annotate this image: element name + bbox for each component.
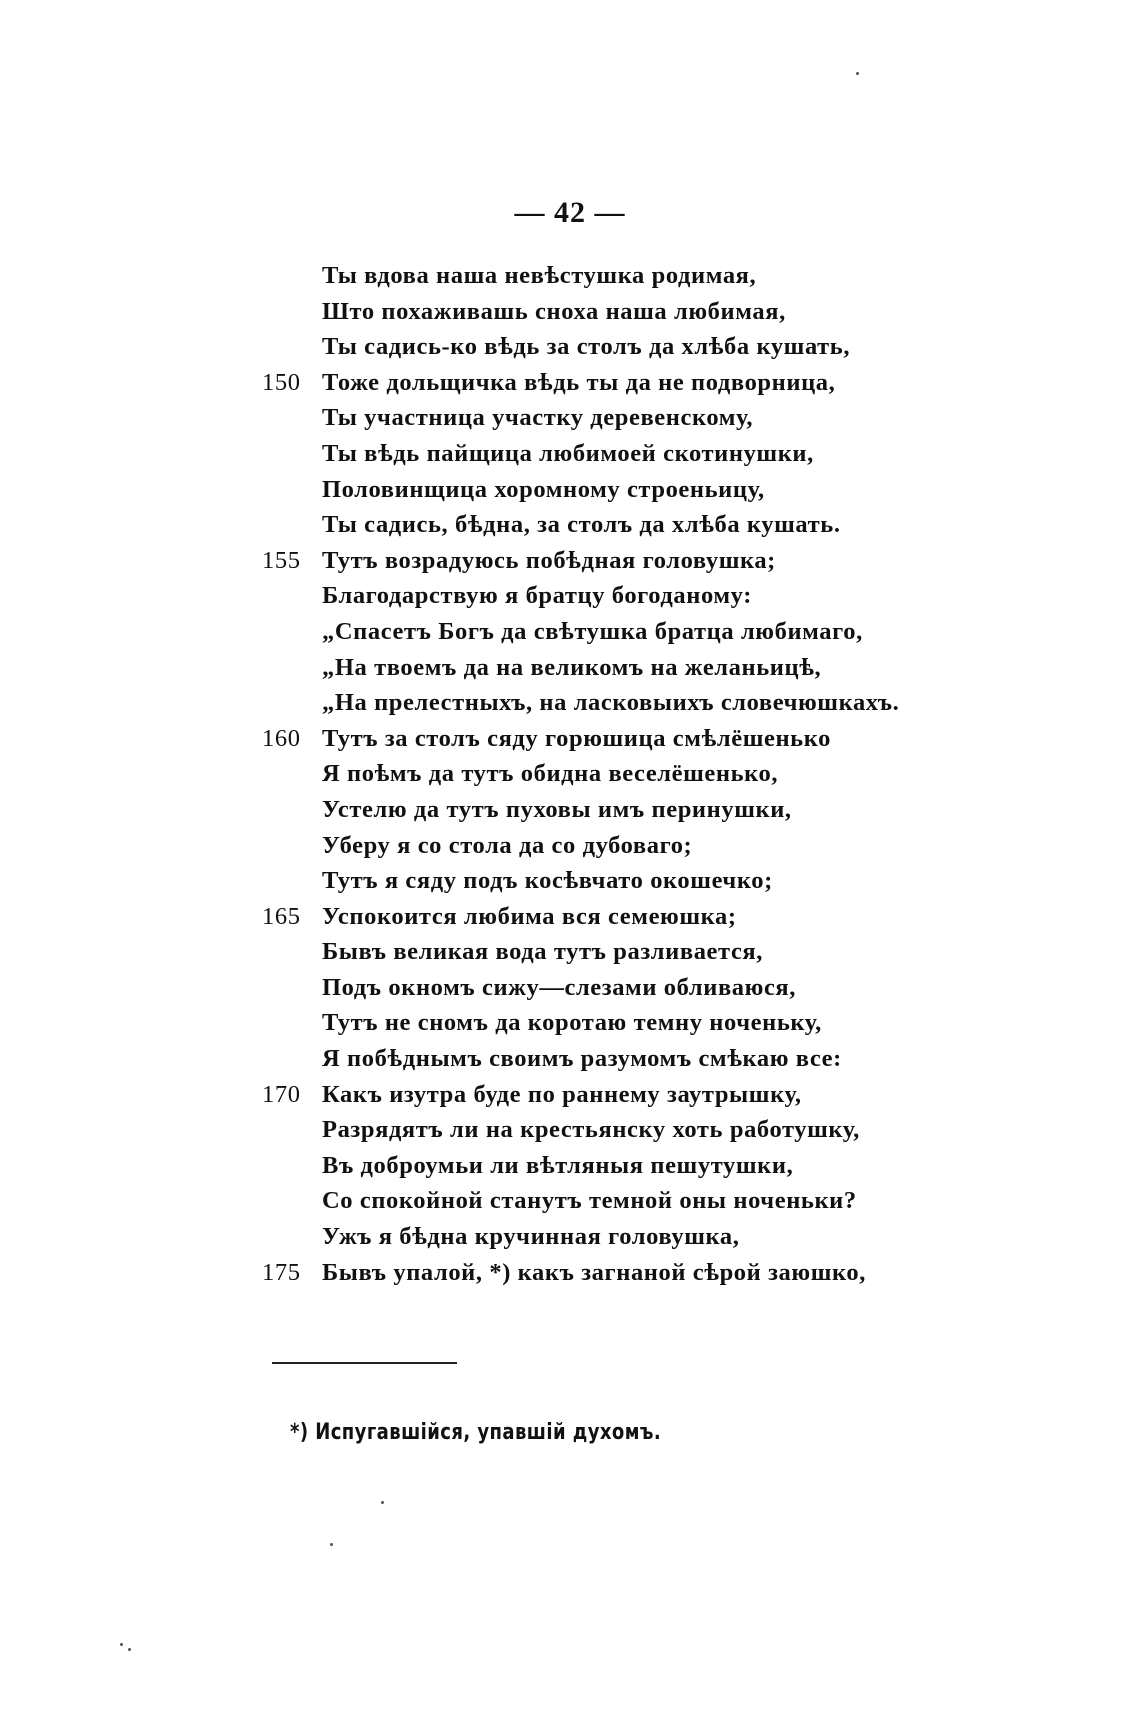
poem-line	[262, 472, 1022, 508]
poem-line	[262, 970, 1022, 1006]
line-text: „Спасетъ Богъ да свѣтушка братца любимаго,	[322, 617, 863, 645]
line-text: Тутъ возрадуюсь побѣдная головушка;	[322, 546, 776, 574]
poem-line	[262, 685, 1022, 721]
poem-line	[262, 721, 1022, 757]
poem-line	[262, 329, 1022, 365]
poem-line	[262, 400, 1022, 436]
line-text: Половинщица хоромному строеньицу,	[322, 475, 765, 503]
line-text: Благодарствую я братцу богоданому:	[322, 582, 752, 610]
line-text: Тоже дольщичка вѣдь ты да не подворница,	[322, 368, 836, 396]
poem-line	[262, 1219, 1022, 1255]
poem-line	[262, 899, 1022, 935]
line-text: Я побѣднымъ своимъ разумомъ смѣкаю все:	[322, 1045, 842, 1073]
poem-line	[262, 365, 1022, 401]
poem-line	[262, 1255, 1022, 1291]
poem-line	[262, 1183, 1022, 1219]
paper-speck	[856, 72, 859, 75]
line-text: Тутъ за столъ сяду горюшица смѣлёшенько	[322, 724, 831, 752]
line-text: Ты вѣдь пайщица любимоей скотинушки,	[322, 439, 814, 467]
line-text: Ты вдова наша невѣстушка родимая,	[322, 262, 757, 289]
line-text: Уберу я со стола да со дубоваго;	[322, 831, 693, 859]
line-text: Тутъ я сяду подъ косѣвчато окошечко;	[322, 867, 773, 895]
poem-line	[262, 1041, 1022, 1077]
line-text: Въ доброумьи ли вѣтляныя пешутушки,	[322, 1151, 794, 1179]
poem-line	[262, 294, 1022, 330]
paper-speck	[330, 1543, 333, 1546]
line-text: Разрядятъ ли на крестьянску хоть работушку,	[322, 1116, 860, 1144]
poem-line	[262, 507, 1022, 543]
poem-line	[262, 792, 1022, 828]
poem-line	[262, 1112, 1022, 1148]
paper-speck	[120, 1643, 123, 1646]
line-text: Успокоится любима вся семеюшка;	[322, 902, 737, 930]
line-text: Устелю да тутъ пуховы имъ перинушки,	[322, 795, 792, 823]
poem-line	[262, 650, 1022, 686]
line-text: Ты участница участку деревенскому,	[322, 404, 754, 432]
line-text: Бывъ великая вода тутъ разливается,	[322, 938, 764, 966]
poem-line	[262, 614, 1022, 650]
paper-speck	[381, 1501, 384, 1504]
footnote: *) Испугавшійся, упавшій духомъ.	[290, 1420, 662, 1445]
line-text: Ты садись, бѣдна, за столъ да хлѣба кушать.	[322, 511, 841, 539]
poem-text	[262, 258, 1022, 1290]
line-text: Тутъ не сномъ да коротаю темну ноченьку,	[322, 1009, 822, 1037]
poem-line	[262, 543, 1022, 579]
line-number: 170	[262, 1080, 301, 1108]
poem-line	[262, 578, 1022, 614]
poem-line	[262, 258, 1022, 294]
line-number: 155	[262, 546, 301, 574]
footnote-divider	[272, 1362, 457, 1364]
line-text: „На прелестныхъ, на ласковыихъ словечюшкахъ.	[322, 689, 900, 717]
line-text: „На твоемъ да на великомъ на желаньицѣ,	[322, 653, 822, 681]
line-text: Со спокойной станутъ темной оны ноченьки?	[322, 1187, 857, 1215]
line-text: Ужъ я бѣдна кручинная головушка,	[322, 1223, 740, 1251]
poem-line	[262, 934, 1022, 970]
line-text: Што похаживашь сноха наша любимая,	[322, 297, 786, 325]
paper-speck	[128, 1648, 131, 1651]
line-number: 165	[262, 902, 301, 930]
page-number: — 42 —	[514, 196, 626, 229]
line-text: Подъ окномъ сижу—слезами обливаюся,	[322, 973, 796, 1001]
poem-line	[262, 828, 1022, 864]
poem-line	[262, 863, 1022, 899]
poem-line	[262, 1005, 1022, 1041]
line-text: Я поѣмъ да тутъ обидна веселёшенько,	[322, 760, 779, 788]
poem-line	[262, 1077, 1022, 1113]
poem-line	[262, 436, 1022, 472]
line-number: 175	[262, 1258, 301, 1286]
line-text: Ты садись-ко вѣдь за столъ да хлѣба кушать,	[322, 333, 851, 361]
line-number: 160	[262, 724, 301, 752]
line-number: 150	[262, 368, 301, 396]
poem-line	[262, 756, 1022, 792]
line-text: Бывъ упалой, *) какъ загнаной сѣрой заюшко,	[322, 1258, 866, 1286]
poem-line	[262, 1148, 1022, 1184]
line-text: Какъ изутра буде по раннему заутрышку,	[322, 1080, 802, 1108]
